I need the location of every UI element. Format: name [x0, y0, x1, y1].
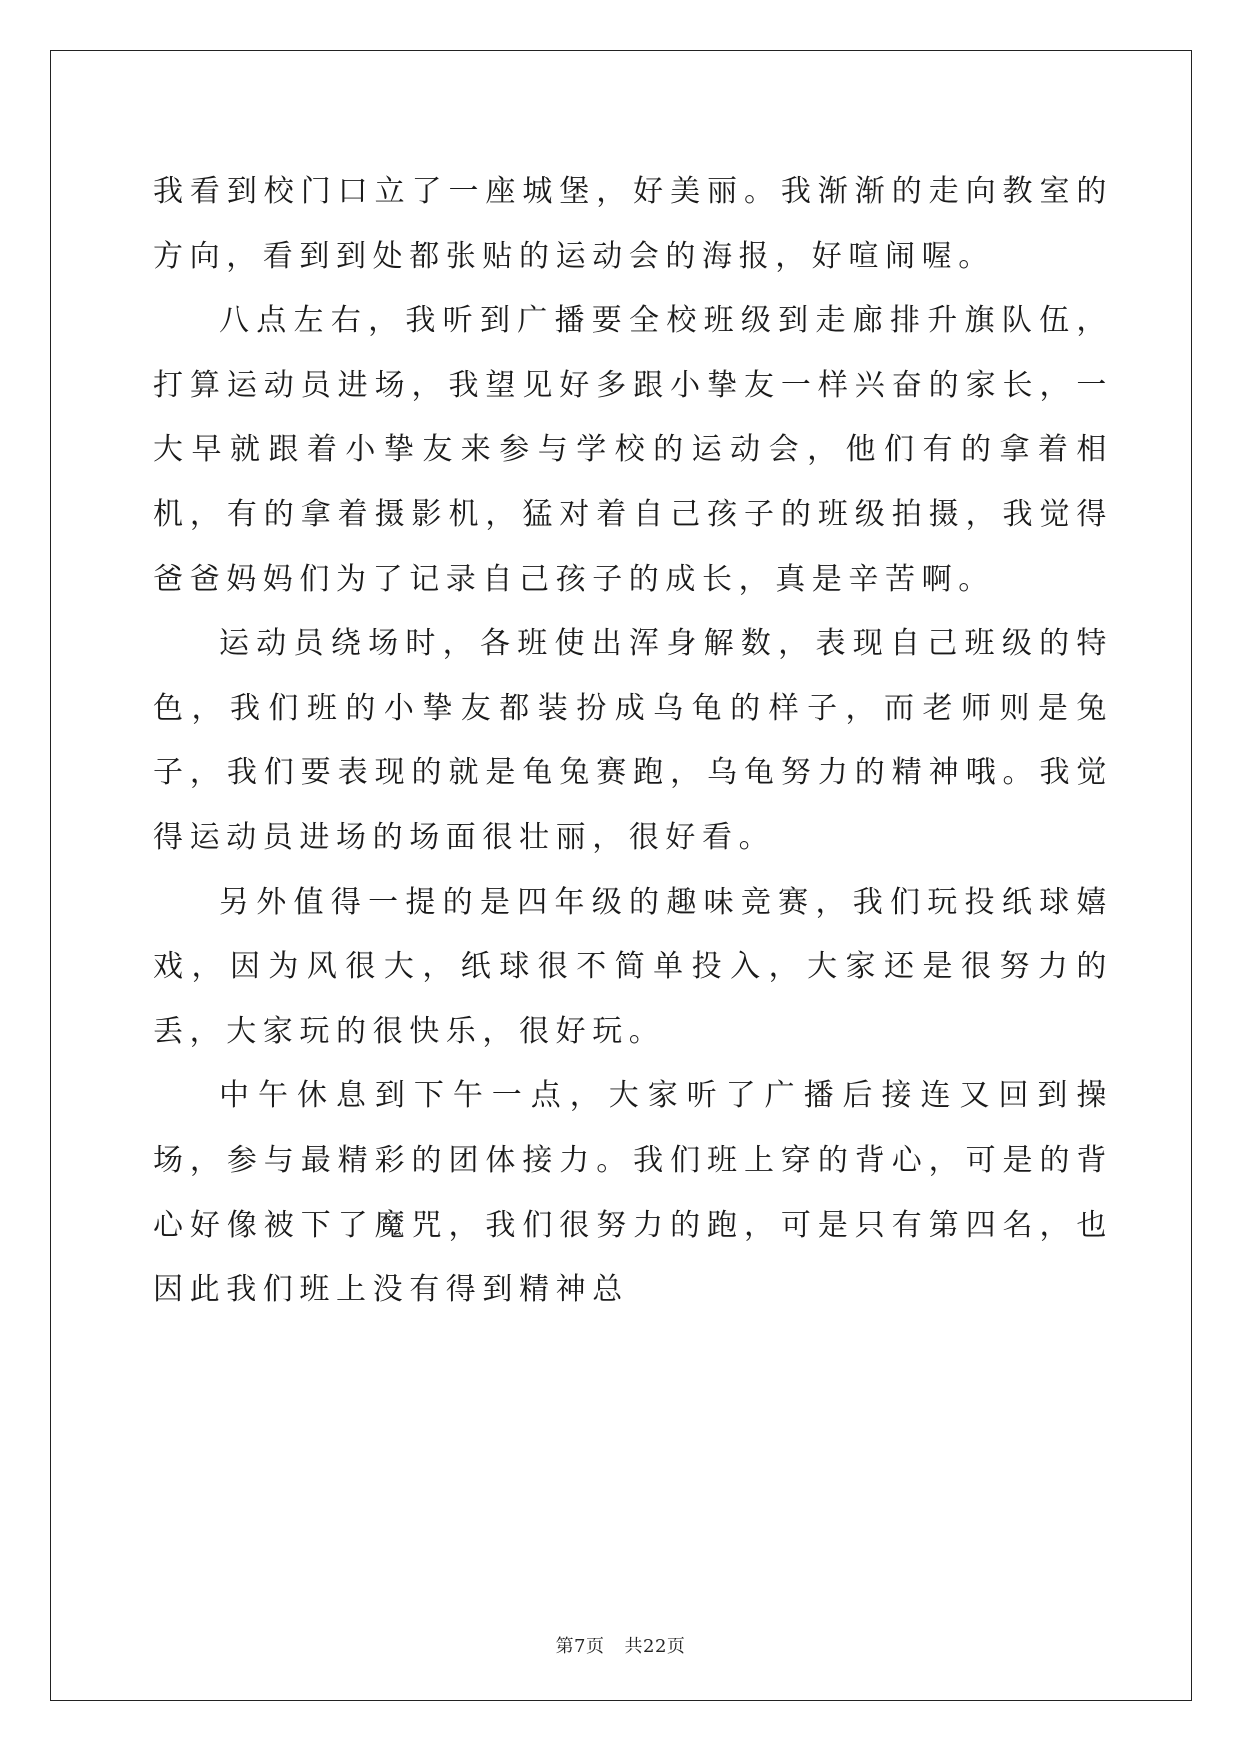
document-body: [153, 160, 1113, 1323]
paragraph-4: 另外值得一提的是四年级的趣味竞赛，我们玩投纸球嬉戏，因为风很大，纸球很不简单投入，大家还是很努力的丢，大家玩的很快乐，很好玩。: [153, 884, 1113, 1049]
paragraph-1: 我看到校门口立了一座城堡，好美丽。我渐渐的走向教室的方向，看到到处都张贴的运动会的海报，好喧闹喔。: [153, 174, 1113, 274]
page-footer: [0, 1632, 1241, 1658]
page-number: 第7页: [555, 1636, 605, 1657]
paragraph-3: 运动员绕场时，各班使出浑身解数，表现自己班级的特色，我们班的小挚友都装扮成乌龟的样子，而老师则是兔子，我们要表现的就是龟兔赛跑，乌龟努力的精神哦。我觉得运动员进场的场面很壮丽，很好看。: [153, 626, 1113, 855]
page-total: 共22页: [624, 1636, 686, 1657]
paragraph-2: 八点左右，我听到广播要全校班级到走廊排升旗队伍，打算运动员进场，我望见好多跟小挚友一样兴奋的家长，一大早就跟着小挚友来参与学校的运动会，他们有的拿着相机，有的拿着摄影机，猛对着自己孩子的班级拍摄，我觉得爸爸妈妈们为了记录自己孩子的成长，真是辛苦啊。: [153, 303, 1113, 597]
paragraph-5: 中午休息到下午一点，大家听了广播后接连又回到操场，参与最精彩的团体接力。我们班上穿的背心，可是的背心好像被下了魔咒，我们很努力的跑，可是只有第四名，也因此我们班上没有得到精神总: [153, 1078, 1113, 1308]
